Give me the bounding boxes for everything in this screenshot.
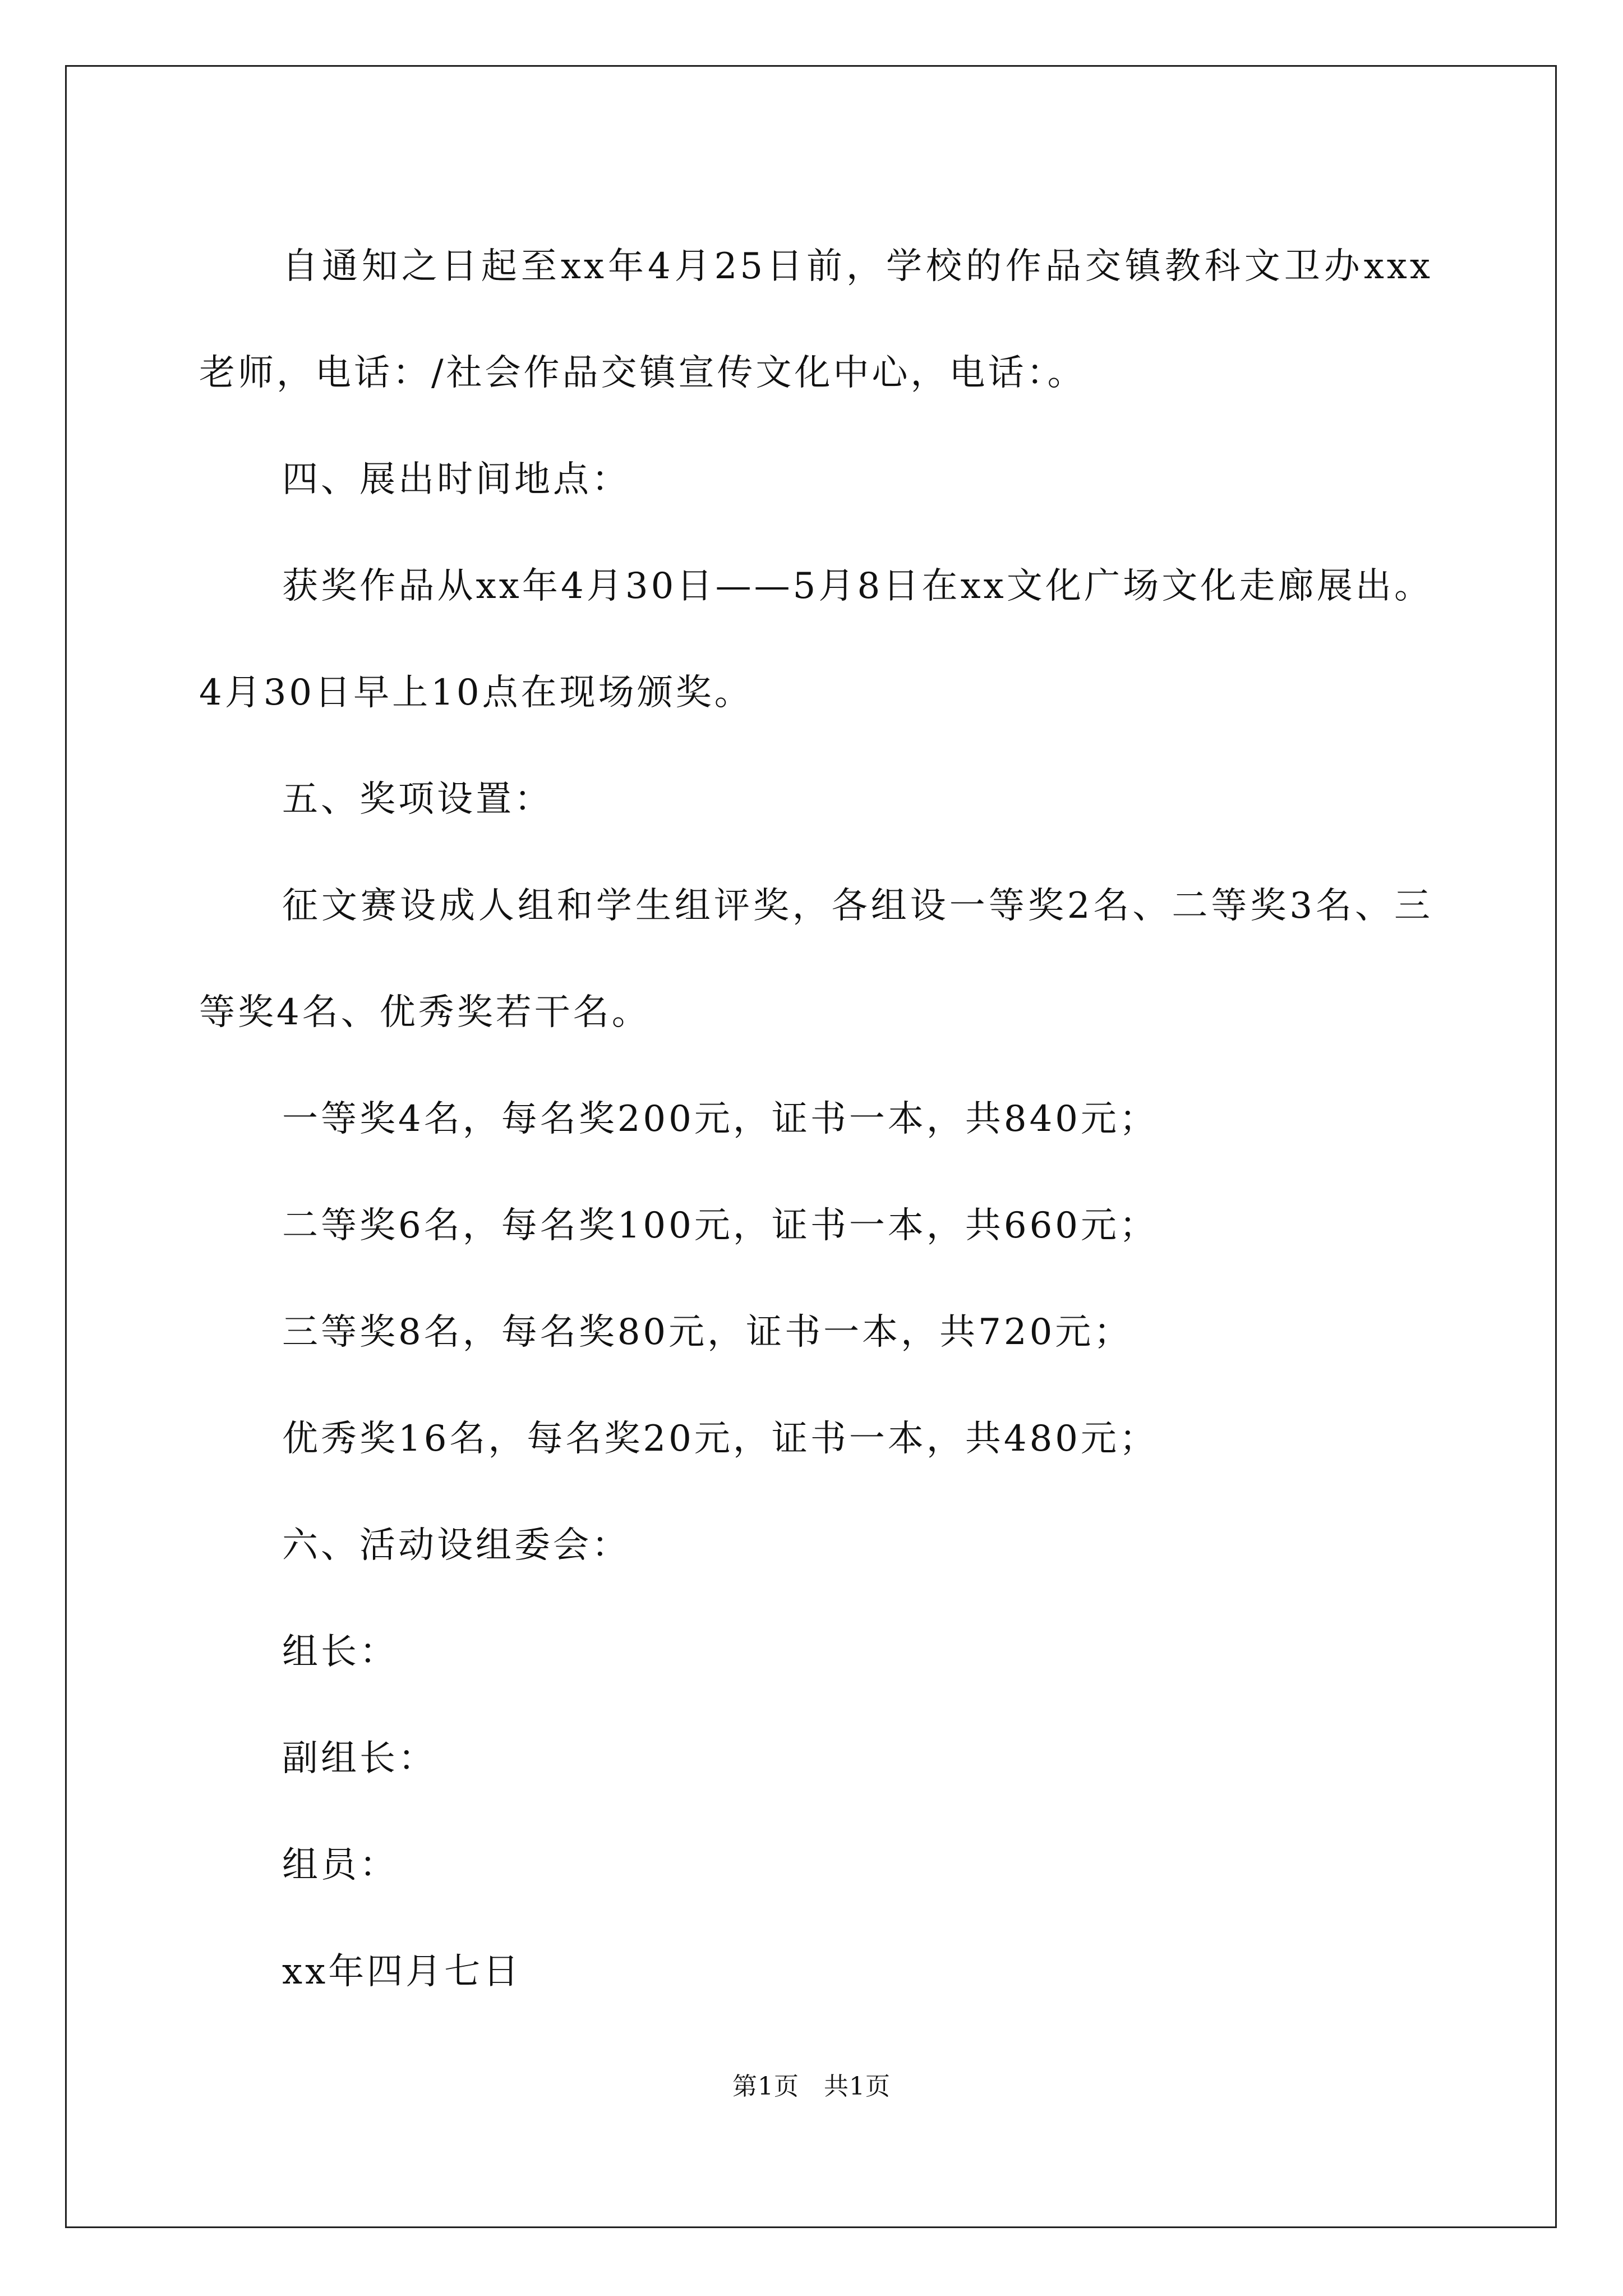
heading-award-settings: 五、奖项设置： bbox=[282, 779, 553, 820]
paragraph-first-prize: 一等奖4名，每名奖200元，证书一本，共840元； bbox=[282, 1098, 1159, 1140]
paragraph-excellence-prize: 优秀奖16名，每名奖20元，证书一本，共480元； bbox=[282, 1418, 1159, 1460]
paragraph-date: xx年四月七日 bbox=[282, 1951, 522, 1993]
page-footer bbox=[0, 2070, 1623, 2104]
paragraph-third-prize: 三等奖8名，每名奖80元，证书一本，共720元； bbox=[282, 1312, 1133, 1353]
paragraph-committee-members: 组员： bbox=[282, 1844, 398, 1886]
heading-exhibition-time-place: 四、展出时间地点： bbox=[282, 459, 630, 500]
paragraph-submission-deadline: 自通知之日起至xx年4月25日前，学校的作品交镇教科文卫办xxx老师，电话：/社会作品交镇宣传文化中心，电话：。 bbox=[199, 246, 1433, 394]
paragraph-committee-leader: 组长： bbox=[282, 1631, 398, 1673]
paragraph-award-groups: 征文赛设成人组和学生组评奖，各组设一等奖2名、二等奖3名、三等奖4名、优秀奖若干名。 bbox=[199, 885, 1433, 1033]
page-total: 共1页 bbox=[824, 2072, 891, 2101]
paragraph-exhibition-details: 获奖作品从xx年4月30日——5月8日在xx文化广场文化走廊展出。4月30日早上10点在现场颁奖。 bbox=[199, 565, 1433, 714]
page-number: 第1页 bbox=[732, 2072, 799, 2101]
paragraph-deputy-leader: 副组长： bbox=[282, 1738, 437, 1779]
document-body bbox=[199, 213, 1433, 2025]
paragraph-second-prize: 二等奖6名，每名奖100元，证书一本，共660元； bbox=[282, 1205, 1159, 1246]
heading-organizing-committee: 六、活动设组委会： bbox=[282, 1525, 630, 1566]
